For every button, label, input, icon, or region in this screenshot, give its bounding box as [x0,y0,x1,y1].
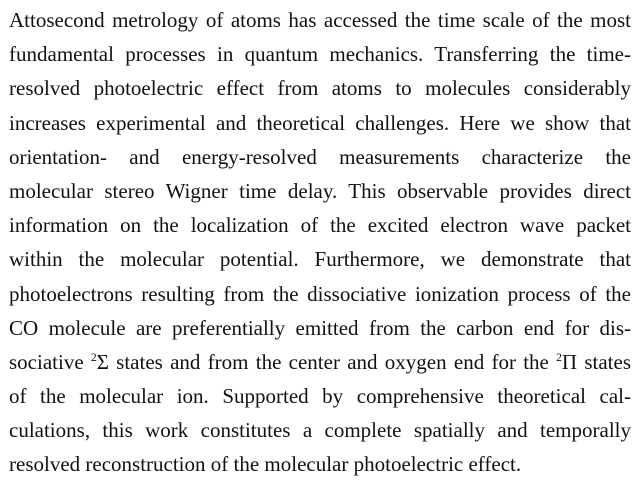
line-text: Π states [561,349,632,374]
abstract-line: photoelectrons resulting from the dissociative ionization process of the [9,281,631,306]
abstract-line: within the molecular potential. Furthermore, we demonstrate that [9,247,631,272]
line-text: Σ states and from the center and oxygen end for the [96,349,557,374]
abstract-line: fundamental processes in quantum mechanics. Transferring the time- [9,42,631,67]
abstract-line-states [9,345,631,379]
abstract-line: molecular stereo Wigner time delay. This observable provides direct [9,178,631,203]
abstract-line: Attosecond metrology of atoms has accessed the time scale of the most [9,8,631,32]
abstract-line: orientation- and energy-resolved measurements characterize the [9,144,631,169]
abstract-line: information on the localization of the excited electron wave packet [9,213,631,238]
abstract-text [9,3,631,482]
abstract-line: CO molecule are preferentially emitted from the carbon end for dis- [9,315,631,340]
abstract-line: increases experimental and theoretical challenges. Here we show that [9,110,631,135]
abstract-line: resolved photoelectric effect from atoms to molecules considerably [9,76,631,101]
line-text: sociative [9,349,91,374]
abstract-line: of the molecular ion. Supported by comprehensive theoretical cal- [9,384,631,409]
superscript-2: 2 [90,351,97,364]
superscript-2: 2 [556,351,562,364]
abstract-line: culations, this work constitutes a complete spatially and temporally [9,418,631,443]
abstract-line: resolved reconstruction of the molecular photoelectric effect. [9,452,522,477]
